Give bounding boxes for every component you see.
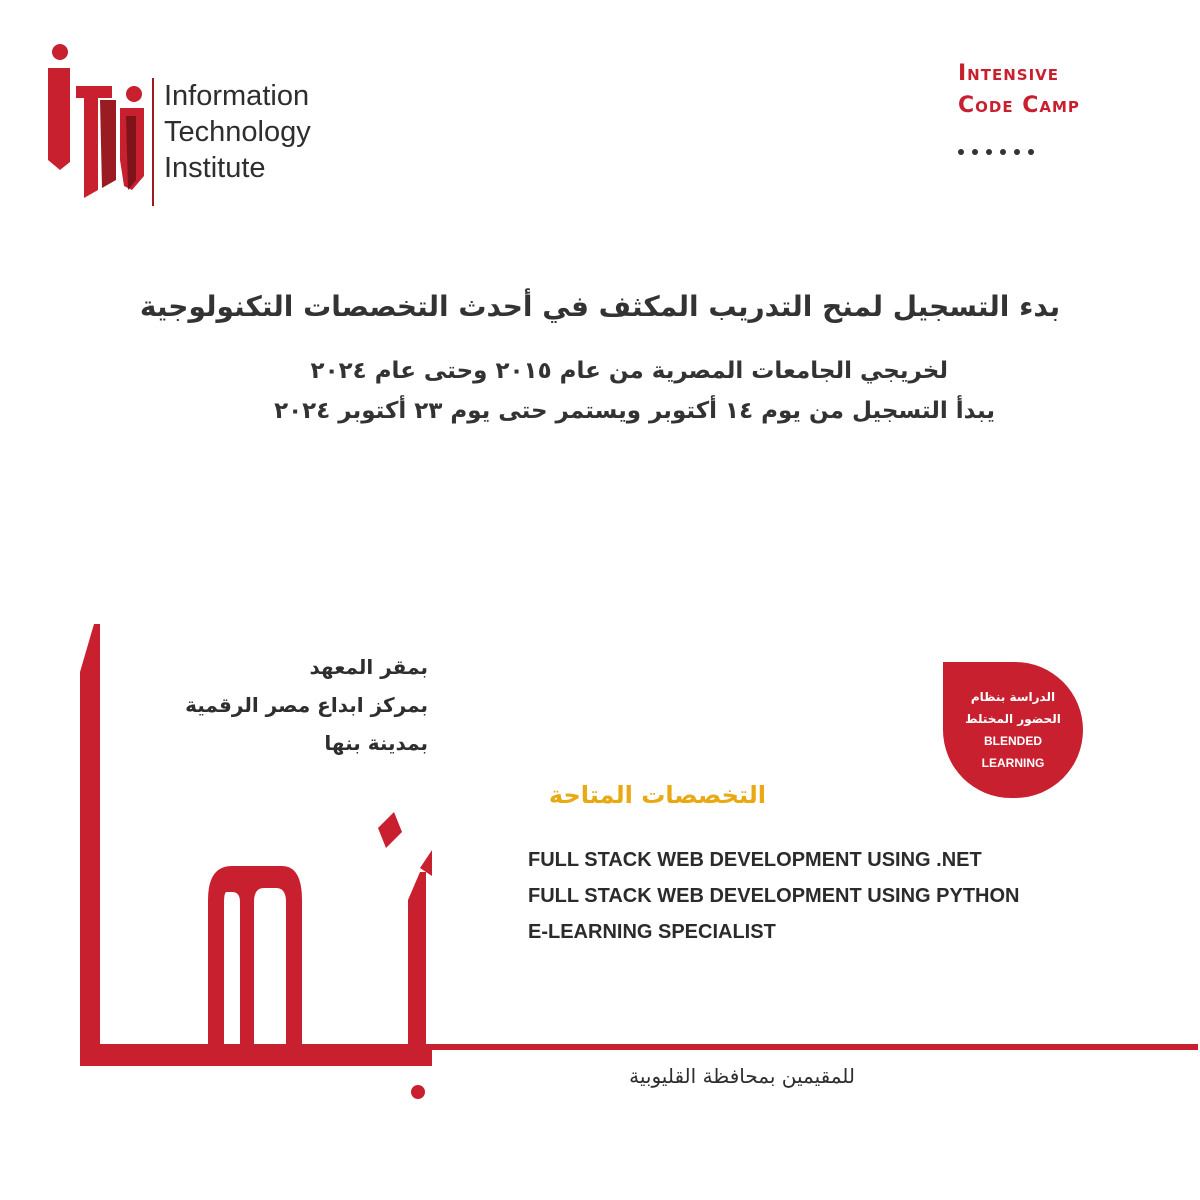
camp-line-1: Intensive <box>958 61 1060 86</box>
location-line-2: بمركز ابداع مصر الرقمية <box>185 693 428 717</box>
iti-logo-icon <box>40 40 152 205</box>
badge-ar-line-1: الدراسة بنظام <box>970 690 1056 704</box>
specialization-item: FULL STACK WEB DEVELOPMENT USING .NET <box>528 849 982 871</box>
logo-line-3: Institute <box>164 152 266 184</box>
logo-line-1: Information <box>164 80 310 112</box>
specialization-item: FULL STACK WEB DEVELOPMENT USING PYTHON <box>528 885 1020 907</box>
badge-en-line-2: LEARNING <box>981 756 1045 770</box>
specialization-item: E-LEARNING SPECIALIST <box>528 921 776 943</box>
footer-note: للمقيمين بمحافظة القليوبية <box>629 1064 855 1088</box>
logo-line-2: Technology <box>164 116 311 148</box>
code-camp-title <box>958 58 1158 122</box>
location-line-3: بمدينة بنها <box>324 731 428 755</box>
registration-dates: يبدأ التسجيل من يوم ١٤ أكتوبر ويستمر حتى يوم ٢٣ أكتوبر ٢٠٢٤ <box>274 398 995 424</box>
camp-line-2: Code Camp <box>958 93 1080 118</box>
headline: بدء التسجيل لمنح التدريب المكثف في أحدث التخصصات التكنولوجية <box>139 290 1061 323</box>
location-line-1: بمقر المعهد <box>309 655 428 679</box>
badge-en-line-1: BLENDED <box>983 734 1042 748</box>
location-block <box>185 648 428 762</box>
blended-learning-badge <box>943 662 1083 798</box>
badge-ar-line-2: الحضور المختلط <box>965 712 1061 726</box>
dots-decoration <box>958 140 1048 150</box>
specializations-list <box>528 842 1020 950</box>
logo-wordmark <box>164 78 311 186</box>
specializations-title: التخصصات المتاحة <box>548 781 766 809</box>
logo-divider <box>152 78 154 206</box>
iti-logo <box>40 40 340 210</box>
eligibility-line: لخريجي الجامعات المصرية من عام ٢٠١٥ وحتى عام ٢٠٢٤ <box>310 358 948 384</box>
